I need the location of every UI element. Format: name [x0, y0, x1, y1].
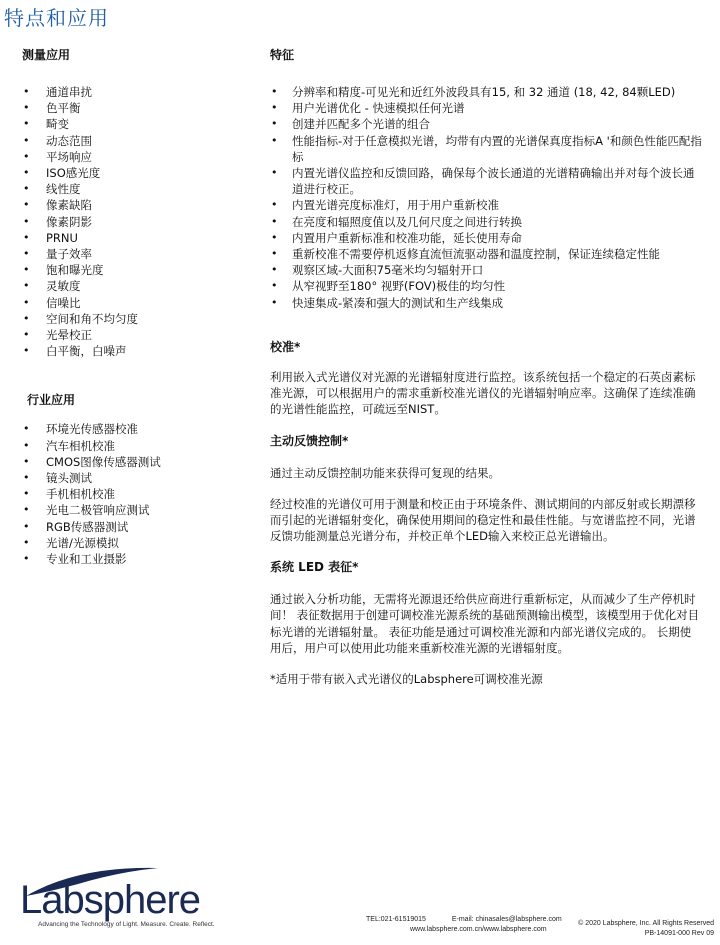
feature-item: • 从窄视野至180° 视野(FOV)极佳的均匀性	[270, 278, 702, 294]
measurement-item: • 动态范围	[22, 133, 252, 149]
measurement-item: • ISO感光度	[22, 165, 252, 181]
industry-item: • 手机相机校准	[22, 486, 252, 502]
measurement-item: • 饱和曝光度	[22, 262, 252, 278]
left-column	[22, 46, 252, 567]
page-title: 特点和应用	[4, 6, 109, 30]
feature-item: • 创建并匹配多个光谱的组合	[270, 116, 702, 132]
measurement-item: • 量子效率	[22, 246, 252, 262]
calibration-heading: 校准*	[270, 339, 301, 354]
feature-item: • 观察区域-大面积75毫米均匀辐射开口	[270, 262, 702, 278]
calibration-text: 利用嵌入式光谱仪对光源的光谱辐射度进行监控。该系统包括一个稳定的石英卤素标准光源，可以根据用户的需求重新校准光谱仪的光谱辐射响应率。这确保了连续准确的光谱性能监控，可疏远至NIST。	[270, 369, 696, 417]
footer-web[interactable]: www.labsphere.com.cn/www.labsphere.com	[410, 926, 547, 933]
measurement-item: • 像素阴影	[22, 214, 252, 230]
measurement-item: • 色平衡	[22, 100, 252, 116]
features-heading: 特征	[270, 48, 295, 62]
measurement-item: • PRNU	[22, 230, 252, 246]
footer-copyright-block	[578, 919, 714, 939]
industry-item: • 汽车相机校准	[22, 438, 252, 454]
feature-item: • 用户光谱优化 - 快速模拟任何光谱	[270, 100, 702, 116]
feature-item: • 快速集成-紧凑和强大的测试和生产线集成	[270, 295, 702, 311]
industry-item: • 光谱/光源模拟	[22, 535, 252, 551]
industry-list	[22, 421, 252, 567]
measurement-item: • 线性度	[22, 181, 252, 197]
measurement-item: • 平场响应	[22, 149, 252, 165]
right-column	[270, 46, 702, 687]
industry-item: • CMOS图像传感器测试	[22, 454, 252, 470]
industry-item: • RGB传感器测试	[22, 519, 252, 535]
industry-item: • 环境光传感器校准	[22, 421, 252, 437]
logo-wordmark: Labsphere	[20, 878, 201, 922]
measurement-item: • 空间和角不均匀度	[22, 311, 252, 327]
footer-tel: TEL:021-61519015	[366, 916, 426, 923]
feature-item: • 重新校准不需要停机返修直流恒流驱动器和温度控制，保证连续稳定性能	[270, 246, 702, 262]
industry-heading: 行业应用	[27, 393, 76, 408]
measurement-item: • 光晕校正	[22, 327, 252, 343]
industry-item: • 光电二极管响应测试	[22, 502, 252, 518]
measurement-item: • 畸变	[22, 116, 252, 132]
feature-item: • 性能指标-对于任意模拟光谱，均带有内置的光谱保真度指标A '和颜色性能匹配指标	[270, 133, 702, 165]
feedback-text-1: 通过主动反馈控制功能来获得可复现的结果。	[270, 466, 500, 481]
characterization-text: 通过嵌入分析功能，无需将光源退还给供应商进行重新标定，从而减少了生产停机时间！ 表征数据用于创建可调校准光源系统的基础预测输出模型，该模型用于优化对目标光谱的光谱辐射量。 表征功能是通过可调校准光源和内部光谱仪完成的。 长期使用后，用户可以使用此功能来重新校准光源的光谱辐射度。	[270, 592, 700, 655]
measurement-item: • 通道串扰	[22, 84, 252, 100]
feedback-text-2: 经过校准的光谱仪可用于测量和校正由于环境条件、测试期间的内部反射或长期漂移而引起的光谱辐射变化，确保使用期间的稳定性和最佳性能。与宽谱监控不同，光谱反馈功能测量总光谱分布，并校正单个LED输入来校正总光谱输出。	[270, 496, 696, 544]
measurement-heading: 测量应用	[22, 48, 71, 62]
footer-copyright: © 2020 Labsphere, Inc. All Rights Reserved	[578, 920, 714, 927]
feature-item: • 内置用户重新标准和校准功能，延长使用寿命	[270, 230, 702, 246]
measurement-item: • 像素缺陷	[22, 197, 252, 213]
feature-item: • 分辨率和精度-可见光和近红外波段具有15, 和 32 通道 (18, 42, 84颗LED)	[270, 84, 702, 100]
measurement-item: • 灵敏度	[22, 278, 252, 294]
labsphere-logo	[18, 868, 238, 938]
measurement-item: • 信噪比	[22, 295, 252, 311]
logo-tagline: Advancing the Technology of Light. Measure. Create. Reflect.	[38, 921, 215, 928]
features-list	[270, 84, 702, 311]
feature-item: • 内置光谱仪监控和反馈回路，确保每个波长通道的光谱精确输出并对每个波长通道进行校正。	[270, 165, 702, 197]
footer-contact	[366, 915, 562, 935]
feature-item: • 内置光谱亮度标准灯，用于用户重新校准	[270, 197, 702, 213]
feedback-heading: 主动反馈控制*	[270, 434, 349, 449]
industry-item: • 专业和工业摄影	[22, 551, 252, 567]
footnote: *适用于带有嵌入式光谱仪的Labsphere可调校准光源	[270, 672, 543, 687]
footer-doc-id: PB-14091-000 Rev 09	[644, 930, 714, 937]
footer-email[interactable]: E-mail: chinasales@labsphere.com	[451, 916, 562, 923]
feature-item: • 在亮度和辐照度值以及几何尺度之间进行转换	[270, 214, 702, 230]
measurement-item: • 白平衡，白噪声	[22, 343, 252, 359]
characterization-heading: 系统 LED 表征*	[270, 560, 359, 575]
measurement-list	[22, 84, 252, 359]
industry-item: • 镜头测试	[22, 470, 252, 486]
